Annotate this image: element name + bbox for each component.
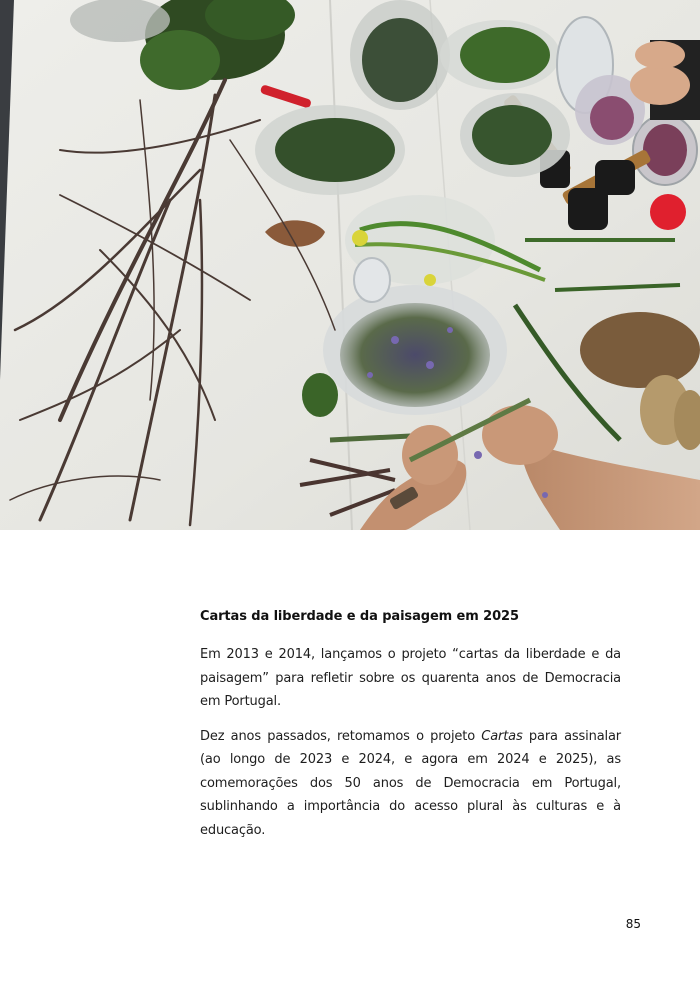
glass-jar-right	[633, 115, 697, 185]
article-paragraph-1: Em 2013 e 2014, lançamos o projeto “cartas da liberdade e da paisagem” para refletir sobre os quarenta anos de Democracia em Portugal.	[200, 647, 621, 709]
herb-sprig-left	[302, 373, 338, 417]
plastic-bag-top-center	[350, 0, 450, 110]
page-number: 85	[625, 917, 641, 931]
article	[200, 608, 621, 853]
article-heading: Cartas da liberdade e da paisagem em 2025	[200, 609, 519, 624]
plastic-bag-top-right	[440, 20, 560, 90]
article-paragraph-2	[200, 725, 621, 843]
plastic-bag-middle-left	[255, 105, 405, 195]
plastic-bag-middle-right	[460, 93, 570, 177]
paragraph-2-text-end: para assinalar (ao longo de 2023 e 2024, e agora em 2024 e 2025), as comemorações dos 50 anos de Democracia em Portugal, sublinhando a importância do acesso plural às culturas e à educação.	[200, 728, 621, 838]
paragraph-2-italic-title: Cartas	[481, 728, 523, 744]
paragraph-2-text-start: Dez anos passados, retomamos o projeto	[200, 728, 482, 744]
